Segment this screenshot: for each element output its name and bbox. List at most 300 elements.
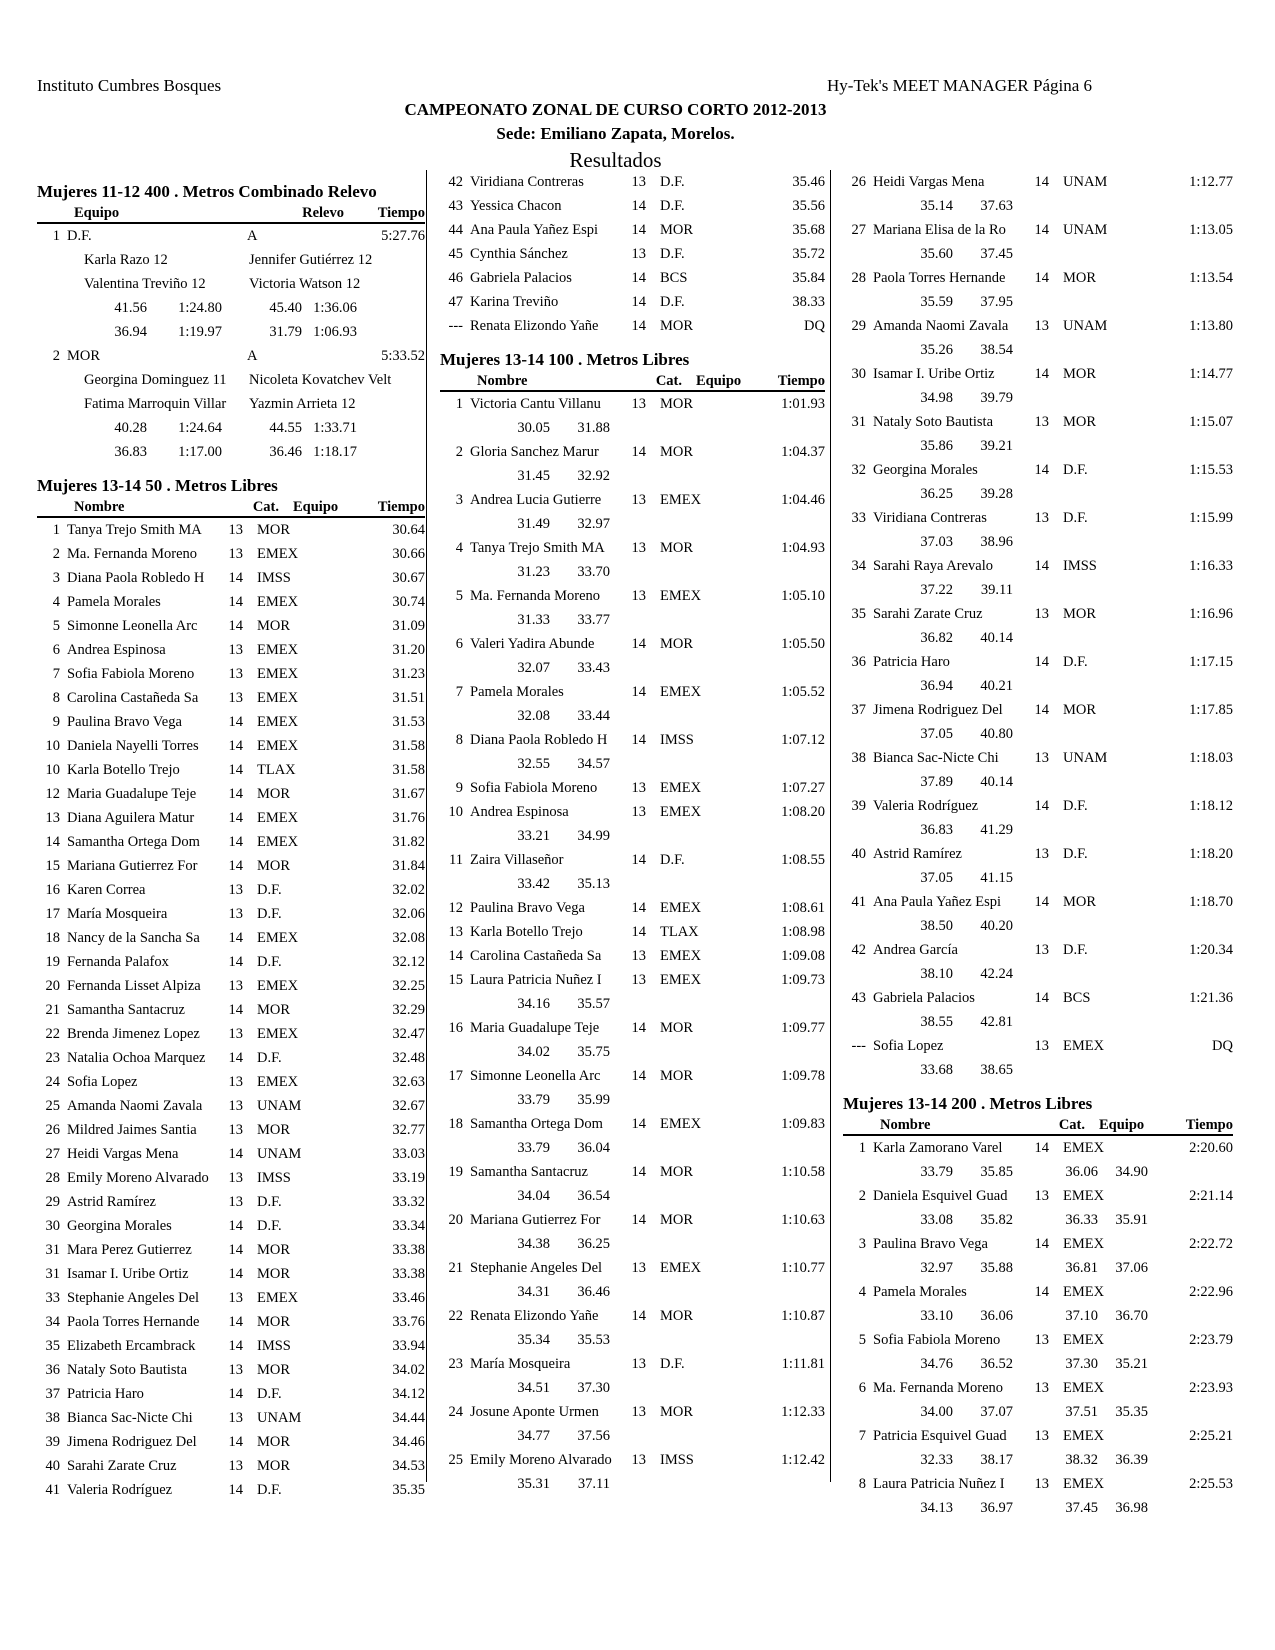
team: IMSS xyxy=(257,1338,291,1354)
table-row xyxy=(37,518,425,542)
time: 1:13.80 xyxy=(1189,318,1233,334)
age: 13 xyxy=(228,906,243,922)
split-time: 36.94 xyxy=(920,678,953,694)
split-time: 35.57 xyxy=(577,996,610,1012)
relay-swimmer: Fatima Marroquin Villar xyxy=(84,396,227,412)
table-row xyxy=(37,590,425,614)
event-title: Mujeres 13-14 50 . Metros Libres xyxy=(37,476,278,495)
split-time: 33.70 xyxy=(577,564,610,580)
table-row xyxy=(37,686,425,710)
place: 8 xyxy=(52,690,60,706)
split-time: 36.25 xyxy=(920,486,953,502)
table-row xyxy=(37,1406,425,1430)
team: EMEX xyxy=(257,594,299,610)
table-row xyxy=(843,218,1233,242)
age: 14 xyxy=(631,1020,646,1036)
swimmer-name: Laura Patricia Nuñez I xyxy=(470,972,602,988)
age: 13 xyxy=(1034,846,1049,862)
split-time: 37.63 xyxy=(980,198,1013,214)
split-time: 33.44 xyxy=(577,708,610,724)
table-row xyxy=(440,1256,825,1280)
split-time: 1:19.97 xyxy=(178,324,222,340)
header-time: Tiempo xyxy=(377,205,425,221)
relay-letter: A xyxy=(247,228,258,244)
split-time: 35.85 xyxy=(980,1164,1013,1180)
age: 14 xyxy=(1034,1140,1049,1156)
split-time: 37.05 xyxy=(920,870,953,886)
swimmer-name: Yessica Chacon xyxy=(470,198,562,214)
split-time: 32.07 xyxy=(517,660,550,676)
age: 13 xyxy=(1034,1476,1049,1492)
header-age: Cat. xyxy=(655,373,682,389)
splits-row xyxy=(440,1424,825,1448)
age: 14 xyxy=(631,1164,646,1180)
table-row xyxy=(37,854,425,878)
team: MOR xyxy=(660,1404,694,1420)
split-time: 35.88 xyxy=(980,1260,1013,1276)
age: 13 xyxy=(1034,1188,1049,1204)
results-heading: Resultados xyxy=(569,148,662,172)
age: 14 xyxy=(228,810,243,826)
place: --- xyxy=(851,1038,866,1054)
place: 18 xyxy=(45,930,60,946)
time: 1:07.12 xyxy=(781,732,825,748)
time: 32.12 xyxy=(392,954,425,970)
swimmer-name: Karina Treviño xyxy=(470,294,559,310)
place: 28 xyxy=(851,270,866,286)
split-time: 1:36.06 xyxy=(313,300,357,316)
table-row xyxy=(37,638,425,662)
split-time: 32.97 xyxy=(577,516,610,532)
split-time: 36.82 xyxy=(920,630,953,646)
split-time: 37.56 xyxy=(577,1428,610,1444)
split-time: 36.33 xyxy=(1065,1212,1098,1228)
split-time: 34.31 xyxy=(517,1284,550,1300)
splits-row xyxy=(843,1496,1233,1520)
swimmer-name: Josune Aponte Urmen xyxy=(470,1404,599,1420)
split-time: 35.59 xyxy=(920,294,953,310)
age: 14 xyxy=(631,900,646,916)
place: 14 xyxy=(448,948,463,964)
swimmer-name: Victoria Cantu Villanu xyxy=(470,396,601,412)
age: 13 xyxy=(228,1290,243,1306)
swimmer-name: Andrea García xyxy=(873,942,958,958)
swimmer-name: Paulina Bravo Vega xyxy=(470,900,585,916)
time: 1:04.93 xyxy=(781,540,825,556)
table-row xyxy=(37,566,425,590)
time: 1:08.55 xyxy=(781,852,825,868)
table-row xyxy=(37,542,425,566)
split-time: 34.38 xyxy=(517,1236,550,1252)
swimmer-name: Bianca Sac-Nicte Chi xyxy=(67,1410,193,1426)
time: 1:15.07 xyxy=(1189,414,1233,430)
split-time: 38.96 xyxy=(980,534,1013,550)
place: 41 xyxy=(45,1482,60,1498)
team: D.F. xyxy=(1063,846,1088,862)
split-time: 39.28 xyxy=(980,486,1013,502)
table-row xyxy=(37,926,425,950)
time: 32.29 xyxy=(392,1002,425,1018)
age: 14 xyxy=(228,834,243,850)
time: 31.76 xyxy=(392,810,425,826)
swimmers-row xyxy=(37,392,425,416)
splits-row xyxy=(440,416,825,440)
time: 31.67 xyxy=(392,786,425,802)
swimmer-name: Sarahi Raya Arevalo xyxy=(873,558,993,574)
place: 46 xyxy=(448,270,463,286)
place: 3 xyxy=(455,492,463,508)
table-row xyxy=(440,896,825,920)
age: 14 xyxy=(228,1242,243,1258)
swimmer-name: Pamela Morales xyxy=(470,684,564,700)
team: IMSS xyxy=(257,1170,291,1186)
place: 9 xyxy=(455,780,463,796)
team: MOR xyxy=(1063,366,1097,382)
table-row xyxy=(440,848,825,872)
team: TLAX xyxy=(257,762,296,778)
swimmer-name: Jimena Rodriguez Del xyxy=(873,702,1003,718)
place: 5 xyxy=(858,1332,866,1348)
results-column-3 xyxy=(843,170,1233,1520)
event-title: Mujeres 11-12 400 . Metros Combinado Relevo xyxy=(37,182,377,201)
team: EMEX xyxy=(1063,1140,1105,1156)
table-row xyxy=(37,224,425,248)
table-row xyxy=(440,242,825,266)
place: 15 xyxy=(448,972,463,988)
team: EMEX xyxy=(1063,1188,1105,1204)
splits-row xyxy=(843,530,1233,554)
place: 19 xyxy=(45,954,60,970)
age: 13 xyxy=(1034,318,1049,334)
table-row xyxy=(37,1334,425,1358)
swimmer-name: Patricia Haro xyxy=(67,1386,144,1402)
place: 1 xyxy=(52,228,60,244)
split-time: 36.97 xyxy=(980,1500,1013,1516)
table-row xyxy=(843,506,1233,530)
team: EMEX xyxy=(257,834,299,850)
time: 35.84 xyxy=(792,270,825,286)
split-time: 34.98 xyxy=(920,390,953,406)
place: 27 xyxy=(851,222,866,238)
swimmer-name: Tanya Trejo Smith MA xyxy=(470,540,605,556)
team: EMEX xyxy=(1063,1380,1105,1396)
table-row xyxy=(843,554,1233,578)
team: EMEX xyxy=(257,714,299,730)
team: IMSS xyxy=(660,732,694,748)
place: 31 xyxy=(45,1266,60,1282)
swimmer-name: Astrid Ramírez xyxy=(67,1194,156,1210)
table-row xyxy=(37,1214,425,1238)
place: 36 xyxy=(851,654,866,670)
table-row xyxy=(440,170,825,194)
splits-row xyxy=(843,1304,1233,1328)
time: 35.68 xyxy=(792,222,825,238)
age: 13 xyxy=(1034,606,1049,622)
results-column-2 xyxy=(440,170,825,1496)
team: BCS xyxy=(1063,990,1091,1006)
results-column-1 xyxy=(37,180,425,1502)
age: 13 xyxy=(228,1362,243,1378)
age: 14 xyxy=(228,954,243,970)
place: 25 xyxy=(448,1452,463,1468)
age: 13 xyxy=(228,1458,243,1474)
swimmer-name: Elizabeth Ercambrack xyxy=(67,1338,196,1354)
table-row xyxy=(440,314,825,338)
team: EMEX xyxy=(660,900,702,916)
time: 30.64 xyxy=(392,522,425,538)
place: 41 xyxy=(851,894,866,910)
time: 32.48 xyxy=(392,1050,425,1066)
age: 13 xyxy=(631,540,646,556)
split-time: 34.57 xyxy=(577,756,610,772)
split-time: 36.39 xyxy=(1115,1452,1148,1468)
split-time: 33.08 xyxy=(920,1212,953,1228)
age: 14 xyxy=(1034,462,1049,478)
place: 10 xyxy=(45,738,60,754)
splits-row xyxy=(440,1328,825,1352)
split-time: 37.11 xyxy=(577,1476,610,1492)
place: 15 xyxy=(45,858,60,874)
table-row xyxy=(440,440,825,464)
team: MOR xyxy=(257,1314,291,1330)
table-row xyxy=(440,488,825,512)
splits-row xyxy=(440,1280,825,1304)
swimmer-name: Jimena Rodriguez Del xyxy=(67,1434,197,1450)
time: 1:17.85 xyxy=(1189,702,1233,718)
team: UNAM xyxy=(257,1146,302,1162)
table-row xyxy=(843,842,1233,866)
age: 13 xyxy=(1034,750,1049,766)
place: 7 xyxy=(858,1428,866,1444)
split-time: 36.54 xyxy=(577,1188,610,1204)
swimmer-name: Stephanie Angeles Del xyxy=(67,1290,200,1306)
time: 31.58 xyxy=(392,738,425,754)
split-time: 37.51 xyxy=(1065,1404,1098,1420)
team: D.F. xyxy=(257,1218,282,1234)
age: 14 xyxy=(631,294,646,310)
place: 35 xyxy=(45,1338,60,1354)
split-time: 35.13 xyxy=(577,876,610,892)
age: 14 xyxy=(1034,894,1049,910)
split-time: 38.55 xyxy=(920,1014,953,1030)
team: MOR xyxy=(257,1242,291,1258)
time: 32.47 xyxy=(392,1026,425,1042)
split-time: 35.91 xyxy=(1115,1212,1148,1228)
place: 12 xyxy=(45,786,60,802)
team: IMSS xyxy=(257,570,291,586)
place: 23 xyxy=(45,1050,60,1066)
split-time: 31.49 xyxy=(517,516,550,532)
split-time: 31.88 xyxy=(577,420,610,436)
splits-row xyxy=(843,722,1233,746)
splits-row xyxy=(37,416,425,440)
place: 23 xyxy=(448,1356,463,1372)
table-row xyxy=(843,938,1233,962)
table-header xyxy=(37,204,425,224)
split-time: 31.79 xyxy=(269,324,302,340)
meet-venue: Sede: Emiliano Zapata, Morelos. xyxy=(496,124,735,143)
split-time: 1:33.71 xyxy=(313,420,357,436)
place: 36 xyxy=(45,1362,60,1378)
split-time: 32.08 xyxy=(517,708,550,724)
split-time: 42.81 xyxy=(980,1014,1013,1030)
split-time: 37.05 xyxy=(920,726,953,742)
swimmer-name: Maria Guadalupe Teje xyxy=(470,1020,600,1036)
split-time: 35.60 xyxy=(920,246,953,262)
team: EMEX xyxy=(257,978,299,994)
split-time: 37.22 xyxy=(920,582,953,598)
age: 13 xyxy=(228,690,243,706)
team: UNAM xyxy=(257,1098,302,1114)
splits-row xyxy=(843,1352,1233,1376)
place: 35 xyxy=(851,606,866,622)
split-time: 36.83 xyxy=(114,444,147,460)
splits-row xyxy=(440,656,825,680)
time: 35.72 xyxy=(792,246,825,262)
team: MOR xyxy=(1063,270,1097,286)
splits-row xyxy=(440,1184,825,1208)
time: 1:16.33 xyxy=(1189,558,1233,574)
split-time: 35.82 xyxy=(980,1212,1013,1228)
time: 31.09 xyxy=(392,618,425,634)
age: 13 xyxy=(228,1194,243,1210)
split-time: 42.24 xyxy=(980,966,1013,982)
team: EMEX xyxy=(1063,1284,1105,1300)
swimmer-name: María Mosqueira xyxy=(67,906,168,922)
split-time: 35.53 xyxy=(577,1332,610,1348)
place: 1 xyxy=(52,522,60,538)
team: D.F. xyxy=(660,294,685,310)
place: 43 xyxy=(448,198,463,214)
time: 1:18.12 xyxy=(1189,798,1233,814)
age: 14 xyxy=(631,1308,646,1324)
splits-row xyxy=(440,1040,825,1064)
split-time: 38.54 xyxy=(980,342,1013,358)
team: EMEX xyxy=(660,972,702,988)
time: 32.25 xyxy=(392,978,425,994)
team: EMEX xyxy=(257,690,299,706)
place: 19 xyxy=(448,1164,463,1180)
team: D.F. xyxy=(660,246,685,262)
age: 14 xyxy=(228,570,243,586)
place: 21 xyxy=(448,1260,463,1276)
table-row xyxy=(440,584,825,608)
place: 44 xyxy=(448,222,463,238)
swimmer-name: Emily Moreno Alvarado xyxy=(67,1170,209,1186)
split-time: 35.14 xyxy=(920,198,953,214)
place: 42 xyxy=(448,174,463,190)
splits-row xyxy=(843,770,1233,794)
split-time: 35.26 xyxy=(920,342,953,358)
table-row xyxy=(440,1400,825,1424)
team: MOR xyxy=(660,318,694,334)
time: 1:05.52 xyxy=(781,684,825,700)
table-row xyxy=(37,902,425,926)
place: 34 xyxy=(45,1314,60,1330)
team: EMEX xyxy=(660,804,702,820)
swimmer-name: Samantha Santacruz xyxy=(67,1002,185,1018)
time: 1:09.77 xyxy=(781,1020,825,1036)
swimmer-name: Valeri Yadira Abunde xyxy=(470,636,595,652)
splits-row xyxy=(843,434,1233,458)
split-time: 34.76 xyxy=(920,1356,953,1372)
age: 14 xyxy=(228,1050,243,1066)
place: 18 xyxy=(448,1116,463,1132)
time: 1:08.20 xyxy=(781,804,825,820)
swimmer-name: Paulina Bravo Vega xyxy=(67,714,182,730)
team: MOR xyxy=(660,1020,694,1036)
table-row xyxy=(37,1190,425,1214)
time: 32.06 xyxy=(392,906,425,922)
table-row xyxy=(440,536,825,560)
splits-row xyxy=(843,914,1233,938)
split-time: 32.92 xyxy=(577,468,610,484)
split-time: 36.46 xyxy=(269,444,302,460)
table-header xyxy=(37,498,425,518)
splits-row xyxy=(440,824,825,848)
split-time: 37.89 xyxy=(920,774,953,790)
swimmer-name: Karla Botello Trejo xyxy=(470,924,583,940)
time: 34.44 xyxy=(392,1410,425,1426)
place: --- xyxy=(448,318,463,334)
table-row xyxy=(843,1232,1233,1256)
splits-row xyxy=(440,560,825,584)
splits-row xyxy=(440,512,825,536)
age: 13 xyxy=(228,882,243,898)
header-time: Tiempo xyxy=(377,499,425,515)
swimmer-name: Isamar I. Uribe Ortiz xyxy=(873,366,995,382)
split-time: 31.33 xyxy=(517,612,550,628)
split-time: 36.98 xyxy=(1115,1500,1148,1516)
place: 4 xyxy=(52,594,60,610)
split-time: 45.40 xyxy=(269,300,302,316)
swimmer-name: Carolina Castañeda Sa xyxy=(67,690,199,706)
place: 14 xyxy=(45,834,60,850)
time: 32.63 xyxy=(392,1074,425,1090)
swimmer-name: Tanya Trejo Smith MA xyxy=(67,522,202,538)
swimmer-name: Renata Elizondo Yañe xyxy=(470,1308,599,1324)
time: 1:07.27 xyxy=(781,780,825,796)
swimmer-name: Simonne Leonella Arc xyxy=(470,1068,601,1084)
table-row xyxy=(37,830,425,854)
place: 24 xyxy=(448,1404,463,1420)
age: 13 xyxy=(228,1410,243,1426)
splits-row xyxy=(843,386,1233,410)
age: 14 xyxy=(1034,1236,1049,1252)
age: 14 xyxy=(631,318,646,334)
time: 31.53 xyxy=(392,714,425,730)
split-time: 1:18.17 xyxy=(313,444,357,460)
split-time: 33.79 xyxy=(920,1164,953,1180)
table-row xyxy=(440,1208,825,1232)
swimmer-name: Natalia Ochoa Marquez xyxy=(67,1050,206,1066)
place: 33 xyxy=(851,510,866,526)
age: 14 xyxy=(631,198,646,214)
place: 34 xyxy=(851,558,866,574)
time: 31.58 xyxy=(392,762,425,778)
time: 31.20 xyxy=(392,642,425,658)
team: EMEX xyxy=(1063,1236,1105,1252)
swimmer-name: Mariana Gutierrez For xyxy=(470,1212,601,1228)
column-divider-1 xyxy=(426,170,427,1482)
age: 13 xyxy=(228,546,243,562)
swimmer-name: Sofia Fabiola Moreno xyxy=(67,666,195,682)
age: 13 xyxy=(631,588,646,604)
place: 28 xyxy=(45,1170,60,1186)
place: 2 xyxy=(52,348,60,364)
time: 1:18.20 xyxy=(1189,846,1233,862)
header-age: Cat. xyxy=(252,499,279,515)
